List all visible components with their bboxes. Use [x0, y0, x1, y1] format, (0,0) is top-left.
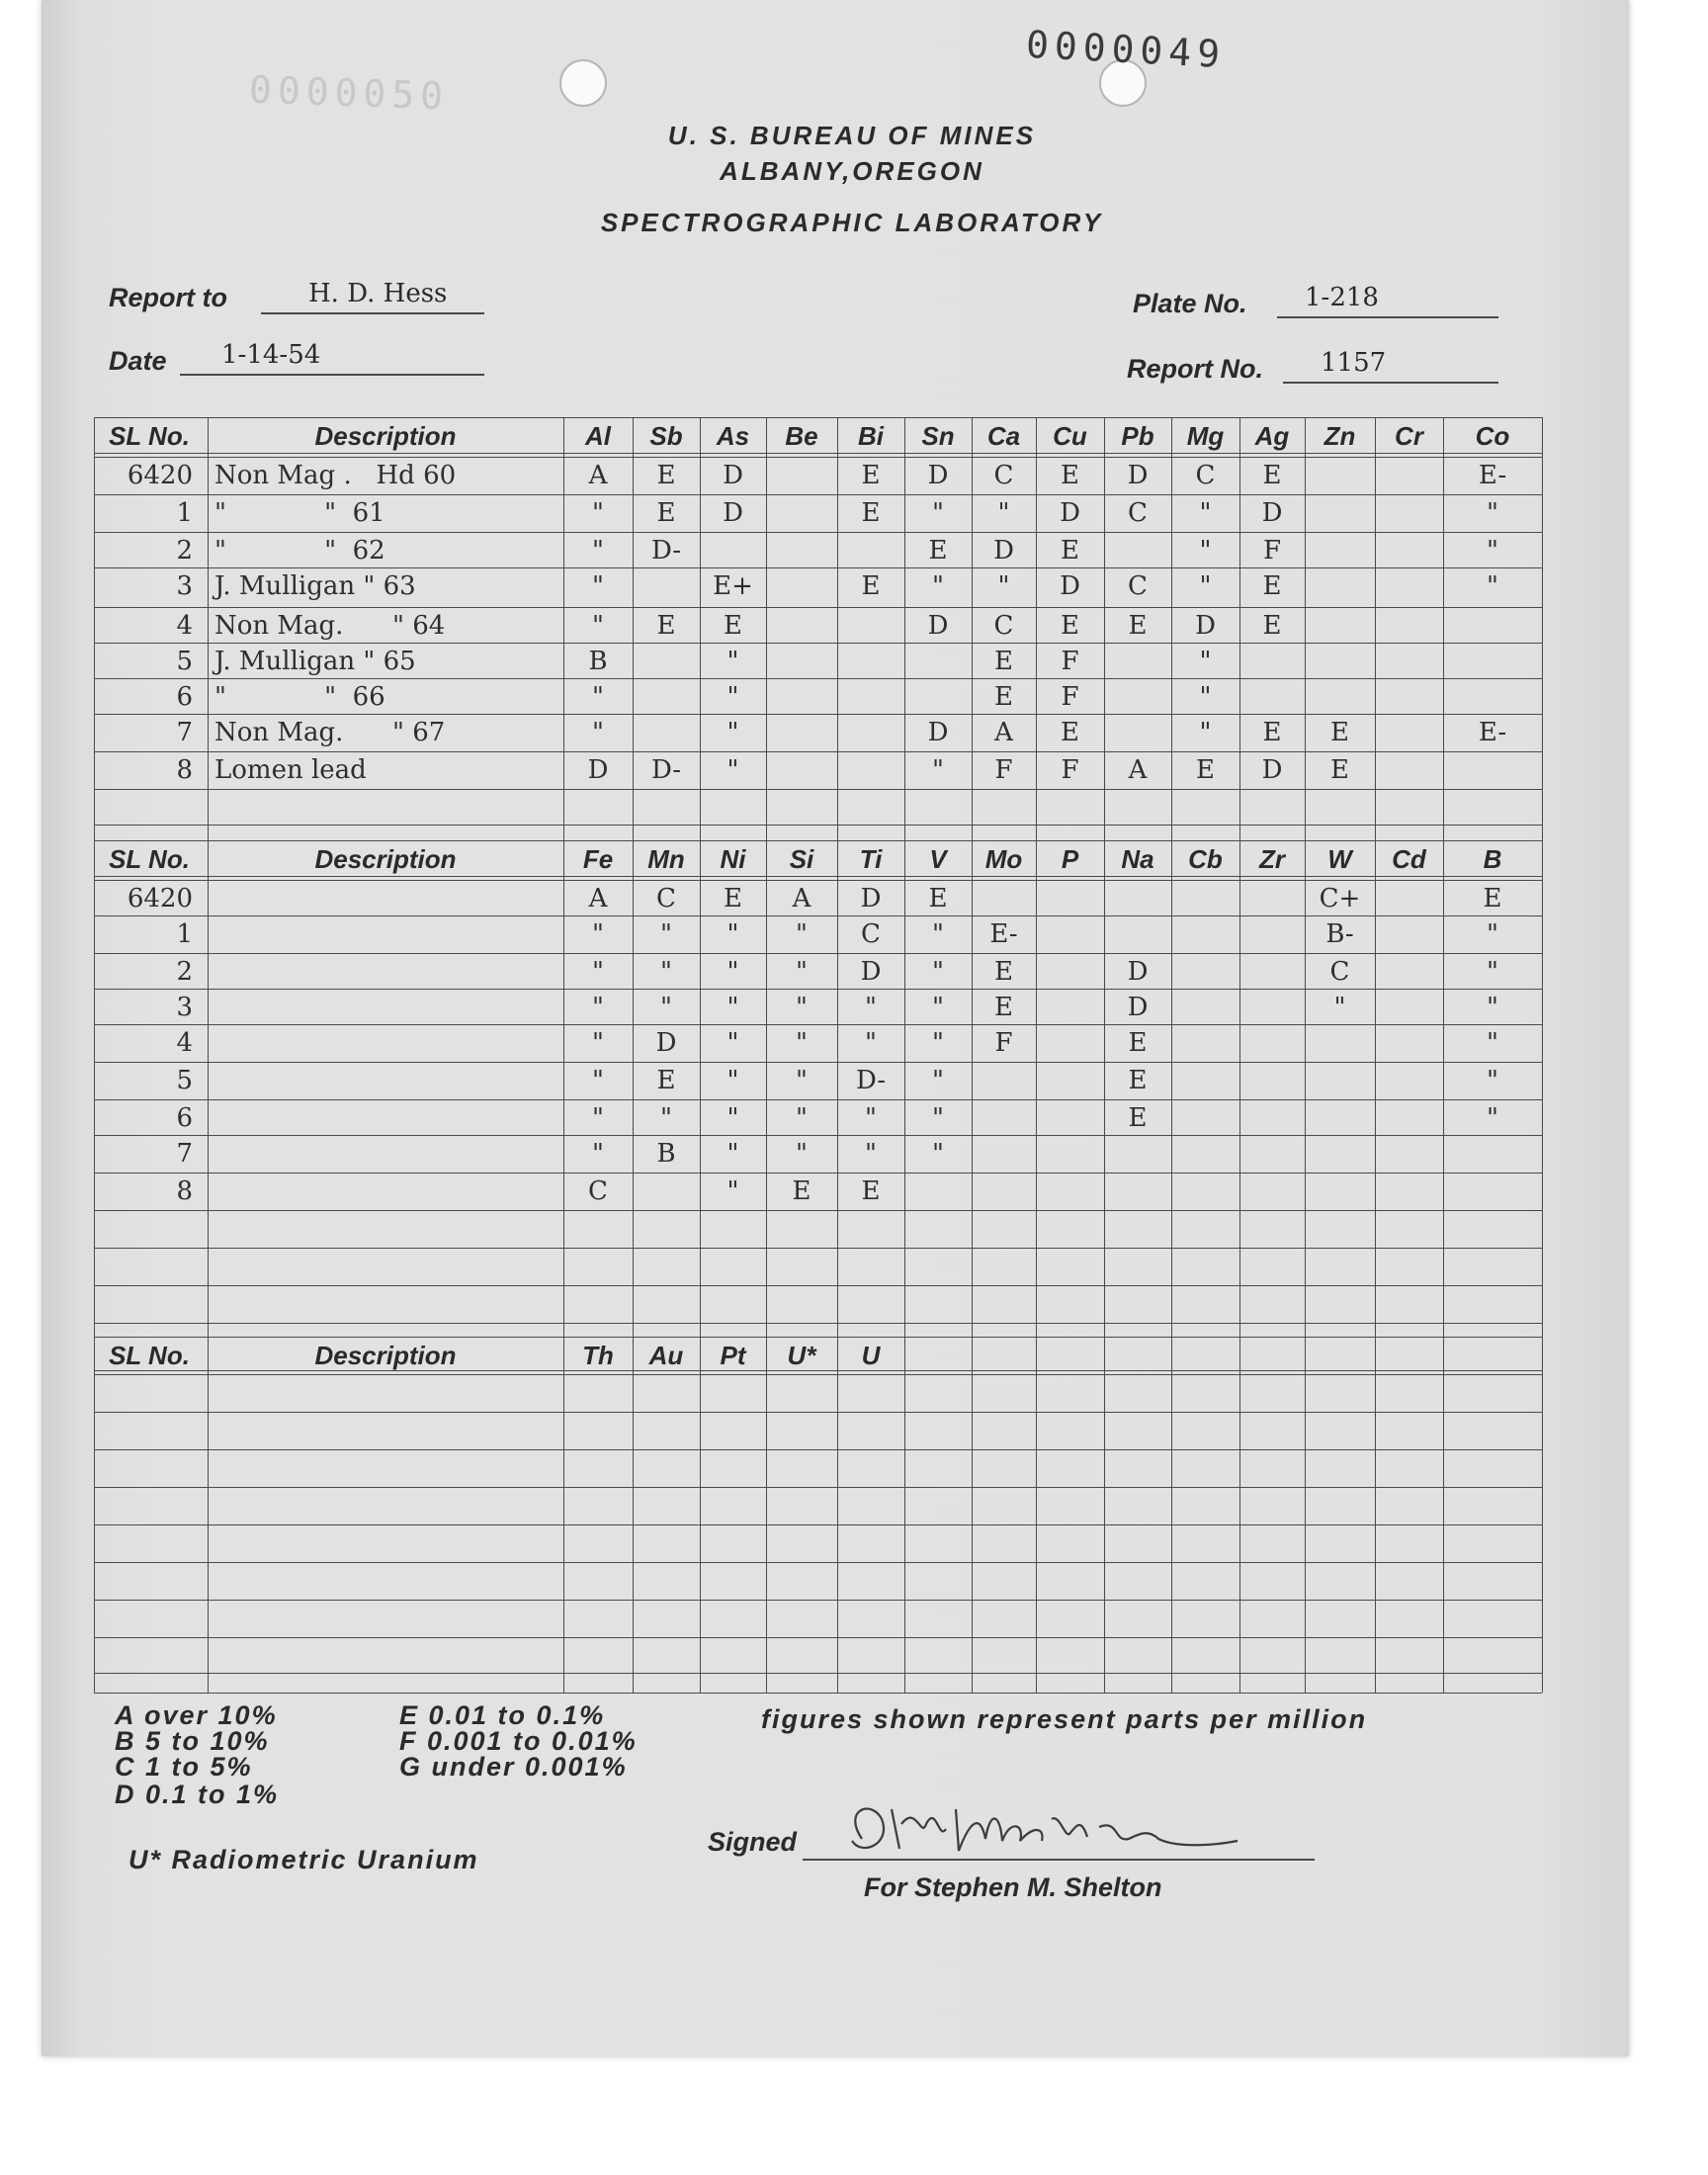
result-cell: " — [796, 1103, 808, 1133]
result-cell: B — [588, 647, 608, 676]
result-cell: " — [592, 993, 604, 1022]
sl-number: 4 — [176, 611, 193, 641]
element-header-th: Th — [582, 1341, 614, 1370]
table-rule — [94, 678, 1542, 679]
result-cell: E — [994, 957, 1013, 987]
table-column-rule — [1036, 417, 1037, 1693]
result-cell: E — [861, 1176, 881, 1206]
result-cell: " — [796, 1028, 808, 1058]
description-header: Description — [314, 1341, 457, 1370]
table-rule — [94, 1637, 1542, 1638]
document-number-stamp: 0000049 — [1024, 22, 1228, 77]
result-cell: " — [660, 957, 672, 987]
result-cell: E — [1262, 718, 1282, 747]
table-rule — [94, 825, 1542, 826]
element-header-b: B — [1483, 844, 1502, 874]
result-cell: E — [994, 647, 1013, 676]
result-cell: D — [1060, 498, 1080, 528]
result-cell: E — [1262, 461, 1282, 490]
result-cell: " — [726, 1139, 739, 1169]
result-cell: " — [1487, 1103, 1498, 1133]
result-cell: " — [726, 993, 739, 1022]
radiometric-uranium-note: U* Radiometric Uranium — [128, 1845, 479, 1874]
table-rule — [94, 607, 1542, 608]
element-header-au: Au — [648, 1341, 684, 1370]
element-header-cd: Cd — [1392, 844, 1426, 874]
result-cell: " — [932, 919, 944, 949]
table-rule — [94, 1024, 1542, 1025]
sl-number: 8 — [176, 1176, 193, 1206]
table-rule — [94, 1135, 1542, 1136]
result-cell: D — [860, 884, 882, 914]
result-cell: B — [656, 1139, 676, 1169]
result-cell: A — [994, 718, 1013, 747]
result-cell: E — [792, 1176, 811, 1206]
result-cell: E — [1196, 755, 1215, 785]
result-cell: " — [592, 571, 604, 601]
element-header-cu: Cu — [1053, 421, 1087, 451]
result-cell: D — [1261, 498, 1283, 528]
result-cell: F — [1061, 682, 1079, 712]
result-cell: " — [592, 718, 604, 747]
sl-number: 6420 — [127, 461, 193, 490]
table-rule — [94, 1248, 1542, 1249]
legend-f: F 0.001 to 0.01% — [399, 1726, 638, 1756]
result-cell: " — [932, 1028, 944, 1058]
plate-no-value: 1-218 — [1305, 283, 1379, 312]
element-header-mn: Mn — [647, 844, 685, 874]
element-header-sn: Sn — [921, 421, 955, 451]
result-cell: " — [932, 993, 944, 1022]
table-rule — [94, 1673, 1542, 1674]
result-cell: " — [796, 993, 808, 1022]
result-cell: " — [726, 1066, 739, 1095]
result-cell: " — [592, 1066, 604, 1095]
sl-number: 3 — [176, 571, 193, 601]
bleed-through-number: 0000050 — [248, 67, 450, 119]
sample-description: " " 62 — [214, 536, 385, 566]
result-cell: " — [592, 611, 604, 641]
table-rule — [94, 1524, 1542, 1525]
element-header-cr: Cr — [1395, 421, 1423, 451]
result-cell: A — [1128, 755, 1148, 785]
table-rule — [94, 494, 1542, 495]
result-cell: " — [1333, 993, 1346, 1022]
result-cell: D — [860, 957, 882, 987]
result-cell: A — [588, 461, 608, 490]
result-cell: E — [1061, 536, 1079, 566]
table-rule — [94, 532, 1542, 533]
element-header-ni: Ni — [720, 844, 746, 874]
results-table — [94, 417, 1542, 1693]
table-rule — [94, 714, 1542, 715]
result-cell: " — [1487, 993, 1498, 1022]
result-cell: " — [660, 993, 672, 1022]
result-cell: " — [1199, 647, 1212, 676]
result-cell: E+ — [713, 571, 753, 601]
table-rule — [94, 880, 1542, 881]
result-cell: " — [796, 919, 808, 949]
result-cell: F — [994, 1028, 1013, 1058]
result-cell: C — [993, 461, 1014, 490]
element-header-zn: Zn — [1324, 421, 1356, 451]
table-rule — [94, 453, 1542, 454]
report-no-line — [1283, 382, 1498, 384]
date-label: Date — [109, 346, 167, 376]
result-cell: " — [660, 919, 672, 949]
sample-description: Lomen lead — [214, 755, 367, 785]
result-cell: E — [1128, 1028, 1148, 1058]
result-cell: A — [588, 884, 608, 914]
result-cell: " — [1487, 957, 1498, 987]
element-header-co: Co — [1475, 421, 1510, 451]
table-rule — [94, 1693, 1542, 1694]
result-cell: " — [592, 682, 604, 712]
result-cell: C — [861, 919, 881, 949]
element-header-fe: Fe — [582, 844, 614, 874]
table-rule — [94, 840, 1542, 841]
sample-description: Non Mag. " 64 — [214, 611, 446, 641]
sl-number: 6 — [176, 1103, 193, 1133]
result-cell: " — [865, 1139, 877, 1169]
result-cell: E — [1262, 571, 1282, 601]
result-cell: C — [993, 611, 1014, 641]
element-header-al: Al — [585, 421, 611, 451]
result-cell: " — [796, 957, 808, 987]
legend-d: D 0.1 to 1% — [115, 1780, 280, 1809]
element-header-cb: Cb — [1188, 844, 1223, 874]
table-column-rule — [208, 417, 209, 1693]
result-cell: " — [1487, 919, 1498, 949]
sl-no-header: SL No. — [109, 1341, 190, 1370]
header-location: ALBANY,OREGON — [720, 156, 984, 186]
result-cell: E — [1330, 755, 1349, 785]
sl-number: 2 — [176, 536, 193, 566]
sl-number: 5 — [176, 1066, 193, 1095]
result-cell: " — [660, 1103, 672, 1133]
element-header-u-star: U* — [787, 1341, 816, 1370]
result-cell: " — [932, 957, 944, 987]
signed-label: Signed — [708, 1827, 798, 1857]
table-rule — [94, 1173, 1542, 1174]
table-rule — [94, 989, 1542, 990]
result-cell: E — [928, 884, 948, 914]
result-cell: C — [1128, 498, 1148, 528]
result-cell: E — [994, 993, 1013, 1022]
result-cell: D — [723, 461, 743, 490]
result-cell: C — [588, 1176, 608, 1206]
result-cell: E — [656, 498, 676, 528]
result-cell: " — [865, 1028, 877, 1058]
result-cell: D — [1261, 755, 1283, 785]
description-header: Description — [314, 421, 457, 451]
result-cell: E — [994, 682, 1013, 712]
element-header-pt: Pt — [720, 1341, 746, 1370]
result-cell: " — [592, 1139, 604, 1169]
result-cell: C — [1329, 957, 1350, 987]
result-cell: E — [656, 611, 676, 641]
table-rule — [94, 1285, 1542, 1286]
result-cell: D — [655, 1028, 677, 1058]
result-cell: " — [1487, 498, 1498, 528]
result-cell: " — [592, 957, 604, 987]
table-rule — [94, 1323, 1542, 1324]
result-cell: E- — [1478, 461, 1507, 490]
table-column-rule — [1542, 417, 1543, 1693]
element-header-bi: Bi — [858, 421, 884, 451]
table-rule — [94, 876, 1542, 877]
sl-no-header: SL No. — [109, 421, 190, 451]
result-cell: " — [1199, 571, 1212, 601]
result-cell: " — [726, 718, 739, 747]
result-cell: " — [1487, 1066, 1498, 1095]
result-cell: " — [796, 1139, 808, 1169]
sl-number: 8 — [176, 755, 193, 785]
result-cell: E — [724, 611, 742, 641]
plate-no-line — [1277, 316, 1498, 318]
header-org: U. S. BUREAU OF MINES — [667, 121, 1037, 150]
sample-description: " " 61 — [214, 498, 385, 528]
date-value: 1-14-54 — [221, 340, 321, 370]
result-cell: E — [1262, 611, 1282, 641]
table-rule — [94, 567, 1542, 568]
result-cell: " — [726, 919, 739, 949]
result-cell: E — [861, 461, 881, 490]
result-cell: E — [1061, 461, 1079, 490]
plate-no-label: Plate No. — [1133, 289, 1247, 318]
sl-number: 1 — [176, 498, 193, 528]
result-cell: " — [1199, 536, 1212, 566]
result-cell: " — [796, 1066, 808, 1095]
result-cell: F — [1262, 536, 1282, 566]
sample-description: " " 66 — [214, 682, 385, 712]
element-header-w: W — [1327, 844, 1352, 874]
element-header-ag: Ag — [1254, 421, 1290, 451]
result-cell: E — [724, 884, 742, 914]
report-to-label: Report to — [109, 283, 227, 312]
result-cell: D — [1127, 993, 1149, 1022]
legend-e: E 0.01 to 0.1% — [399, 1700, 606, 1730]
result-cell: " — [726, 1028, 739, 1058]
sample-description: Non Mag. " 67 — [214, 718, 446, 747]
result-cell: E — [656, 461, 676, 490]
result-cell: C — [1128, 571, 1148, 601]
sl-number: 2 — [176, 957, 193, 987]
table-rule — [94, 789, 1542, 790]
result-cell: A — [792, 884, 811, 914]
table-rule — [94, 953, 1542, 954]
result-cell: B- — [1325, 919, 1354, 949]
result-cell: E — [861, 498, 881, 528]
result-cell: " — [1199, 498, 1212, 528]
table-rule — [94, 1374, 1542, 1375]
result-cell: E — [1061, 611, 1079, 641]
result-cell: E — [861, 571, 881, 601]
table-rule — [94, 457, 1542, 458]
result-cell: E — [656, 1066, 676, 1095]
result-cell: D — [993, 536, 1014, 566]
result-cell: D — [927, 461, 949, 490]
result-cell: F — [994, 755, 1013, 785]
sl-number: 6420 — [127, 884, 193, 914]
report-to-line — [261, 312, 484, 314]
result-cell: C+ — [1319, 884, 1361, 914]
element-header-na: Na — [1121, 844, 1154, 874]
table-column-rule — [1375, 417, 1376, 1693]
result-cell: " — [726, 1176, 739, 1206]
result-cell: " — [997, 498, 1010, 528]
table-rule — [94, 1562, 1542, 1563]
result-cell: " — [1199, 682, 1212, 712]
table-column-rule — [1239, 417, 1240, 1693]
sl-number: 7 — [176, 1139, 193, 1169]
result-cell: D — [1060, 571, 1080, 601]
result-cell: E — [1330, 718, 1349, 747]
result-cell: D- — [650, 755, 682, 785]
ppm-note: figures shown represent parts per million — [761, 1704, 1368, 1734]
for-signer: For Stephen M. Shelton — [864, 1872, 1162, 1902]
result-cell: E — [1483, 884, 1502, 914]
table-rule — [94, 751, 1542, 752]
sample-description: Non Mag . Hd 60 — [214, 461, 457, 490]
result-cell: " — [1487, 1028, 1498, 1058]
legend-c: C 1 to 5% — [115, 1752, 253, 1782]
description-header: Description — [314, 844, 457, 874]
sl-number: 6 — [176, 682, 193, 712]
sl-number: 4 — [176, 1028, 193, 1058]
result-cell: " — [932, 1103, 944, 1133]
element-header-pb: Pb — [1121, 421, 1154, 451]
result-cell: E — [1061, 718, 1079, 747]
element-header-mg: Mg — [1186, 421, 1225, 451]
element-header-p: P — [1061, 844, 1079, 874]
result-cell: " — [865, 1103, 877, 1133]
table-rule — [94, 1487, 1542, 1488]
result-cell: " — [932, 571, 944, 601]
result-cell: D — [1127, 461, 1149, 490]
table-rule — [94, 1600, 1542, 1601]
punch-hole-left — [559, 59, 607, 107]
table-rule — [94, 1449, 1542, 1450]
table-rule — [94, 1062, 1542, 1063]
table-rule — [94, 915, 1542, 916]
element-header-ti: Ti — [859, 844, 883, 874]
result-cell: " — [726, 1103, 739, 1133]
result-cell: D — [1127, 957, 1149, 987]
result-cell: D — [1195, 611, 1216, 641]
header-lab: SPECTROGRAPHIC LABORATORY — [600, 208, 1104, 237]
result-cell: D — [587, 755, 609, 785]
result-cell: D — [927, 718, 949, 747]
result-cell: " — [1199, 718, 1212, 747]
table-rule — [94, 1099, 1542, 1100]
element-header-si: Si — [789, 844, 814, 874]
element-header-zr: Zr — [1259, 844, 1285, 874]
sl-number: 5 — [176, 647, 193, 676]
report-no-value: 1157 — [1321, 348, 1387, 378]
element-header-mo: Mo — [984, 844, 1023, 874]
result-cell: " — [932, 1139, 944, 1169]
legend-g: G under 0.001% — [399, 1752, 628, 1782]
result-cell: E — [1128, 1066, 1148, 1095]
result-cell: D- — [650, 536, 682, 566]
result-cell: " — [865, 993, 877, 1022]
result-cell: E- — [989, 919, 1018, 949]
table-rule — [94, 1412, 1542, 1413]
element-header-as: As — [716, 421, 750, 451]
result-cell: " — [932, 755, 944, 785]
result-cell: C — [656, 884, 676, 914]
table-rule — [94, 1210, 1542, 1211]
result-cell: " — [592, 536, 604, 566]
report-to-value: H. D. Hess — [308, 279, 448, 308]
table-rule — [94, 643, 1542, 644]
sample-description: J. Mulligan " 63 — [214, 571, 416, 601]
sl-number: 1 — [176, 919, 193, 949]
result-cell: " — [726, 682, 739, 712]
table-rule — [94, 417, 1542, 418]
legend-b: B 5 to 10% — [115, 1726, 270, 1756]
handwritten-signature — [822, 1780, 1317, 1869]
result-cell: F — [1061, 647, 1079, 676]
result-cell: " — [592, 1028, 604, 1058]
result-cell: D — [723, 498, 743, 528]
result-cell: C — [1195, 461, 1216, 490]
result-cell: E — [928, 536, 948, 566]
result-cell: E — [1128, 611, 1148, 641]
element-header-ca: Ca — [986, 421, 1021, 451]
result-cell: " — [726, 647, 739, 676]
result-cell: " — [726, 957, 739, 987]
sl-number: 7 — [176, 718, 193, 747]
result-cell: F — [1061, 755, 1079, 785]
table-column-rule — [1305, 417, 1306, 1693]
table-column-rule — [1171, 417, 1172, 1693]
result-cell: " — [1487, 536, 1498, 566]
date-line — [180, 374, 484, 376]
element-header-u: U — [861, 1341, 881, 1370]
result-cell: " — [592, 919, 604, 949]
result-cell: D — [927, 611, 949, 641]
legend-a: A over 10% — [115, 1700, 278, 1730]
element-header-v: V — [929, 844, 947, 874]
result-cell: E — [1128, 1103, 1148, 1133]
result-cell: " — [997, 571, 1010, 601]
element-header-sb: Sb — [649, 421, 683, 451]
element-header-be: Be — [785, 421, 818, 451]
report-no-label: Report No. — [1127, 354, 1263, 384]
result-cell: " — [592, 1103, 604, 1133]
result-cell: " — [1487, 571, 1498, 601]
result-cell: " — [932, 498, 944, 528]
table-rule — [94, 1337, 1542, 1338]
result-cell: " — [592, 498, 604, 528]
result-cell: D- — [855, 1066, 887, 1095]
result-cell: " — [932, 1066, 944, 1095]
result-cell: E- — [1478, 718, 1507, 747]
result-cell: " — [726, 755, 739, 785]
sl-no-header: SL No. — [109, 844, 190, 874]
sl-number: 3 — [176, 993, 193, 1022]
sample-description: J. Mulligan " 65 — [214, 647, 416, 676]
